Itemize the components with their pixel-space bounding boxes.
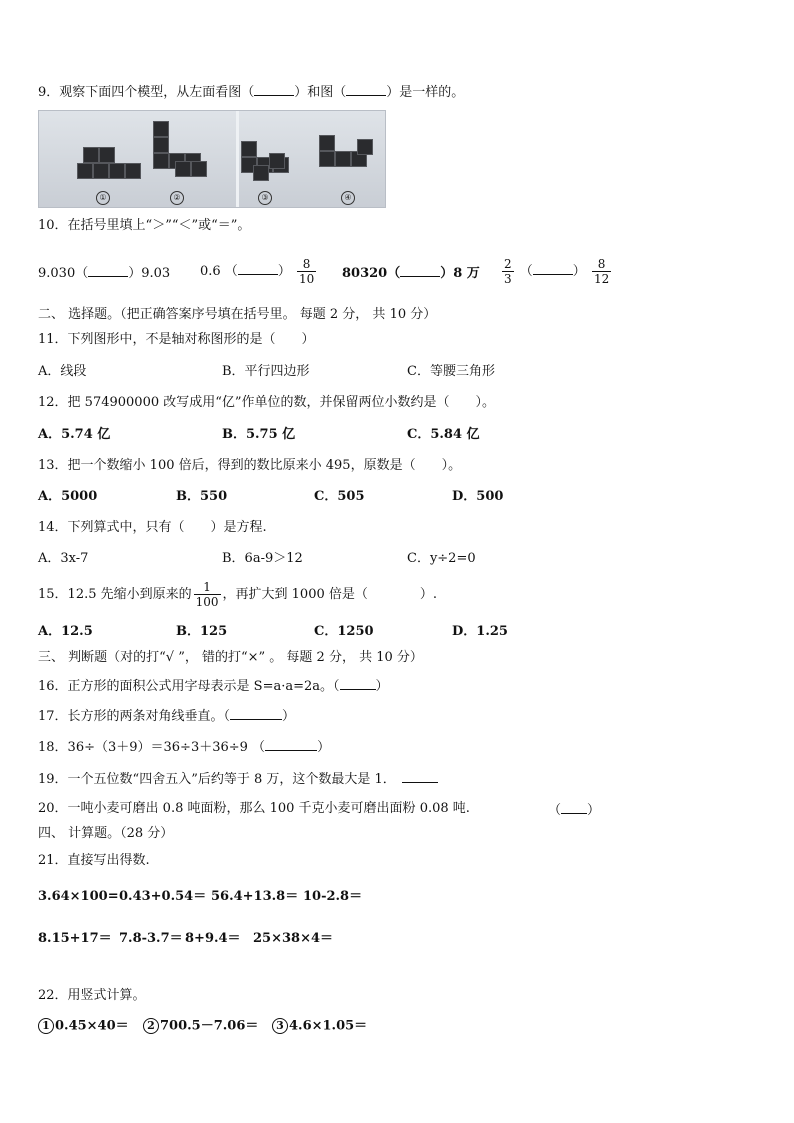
compare-blank[interactable] <box>533 262 573 275</box>
answer-blank[interactable] <box>254 83 294 96</box>
q21-expr: 56.4+13.8＝ <box>211 889 299 904</box>
figure-label-2: ② <box>170 191 184 205</box>
question-20-bracket: （ ） <box>548 803 601 818</box>
q10-item-3: 80320（ ）8 万 <box>342 266 480 281</box>
q10-item-2: 0.6 （ ） $\frac{8}{10}$ <box>200 257 315 286</box>
q13-option-c[interactable]: C．505 <box>314 489 365 504</box>
q21-expr: 8+9.4＝ <box>185 931 241 946</box>
q21-expr: 25×38×4＝ <box>253 931 334 946</box>
figure-label-1: ① <box>96 191 110 205</box>
question-13-stem: 13．把一个数缩小 100 倍后，得到的数比原来小 495，原数是（ ）。 <box>38 458 462 473</box>
figure-label-3: ③ <box>258 191 272 205</box>
q11-option-c[interactable]: C．等腰三角形 <box>407 364 495 379</box>
q13-option-d[interactable]: D．500 <box>452 489 504 504</box>
q11-option-b[interactable]: B．平行四边形 <box>222 364 310 379</box>
q21-expr: 10-2.8＝ <box>303 889 363 904</box>
judge-blank[interactable] <box>561 801 587 814</box>
q14-option-c[interactable]: C．y÷2=0 <box>407 551 476 566</box>
question-22-stem: 22．用竖式计算。 <box>38 988 146 1003</box>
q15-option-d[interactable]: D．1.25 <box>452 624 508 639</box>
circled-number: 3 <box>272 1018 288 1034</box>
section-4-title: 四、 计算题。（28 分） <box>38 826 174 841</box>
question-20: 20．一吨小麦可磨出 0.8 吨面粉，那么 100 千克小麦可磨出面粉 0.08 吨. <box>38 801 470 816</box>
q21-expr: 8.15+17＝ <box>38 931 112 946</box>
question-17: 17．长方形的两条对角线垂直。（ ） <box>38 709 296 724</box>
compare-blank[interactable] <box>238 262 278 275</box>
fraction: $\frac{8}{10}$ <box>298 257 315 286</box>
judge-blank[interactable] <box>340 677 376 690</box>
q15-option-c[interactable]: C．1250 <box>314 624 374 639</box>
question-10-stem: 10．在括号里填上“＞”“＜”或“＝”。 <box>38 218 251 233</box>
question-18: 18．36÷（3＋9）＝36÷3＋36÷9 （ ） <box>38 740 331 755</box>
fraction: $\frac{1}{100}$ <box>195 580 219 609</box>
q15-option-b[interactable]: B．125 <box>176 624 228 639</box>
q12-option-c[interactable]: C．5.84 亿 <box>407 427 480 442</box>
circled-number: 2 <box>143 1018 159 1034</box>
q21-expr: 0.43+0.54＝ <box>119 889 207 904</box>
judge-blank[interactable] <box>230 707 282 720</box>
q14-option-b[interactable]: B．6a-9＞12 <box>222 551 303 566</box>
q22-item-3: 3 4.6×1.05＝ <box>272 1018 367 1035</box>
q22-item-1: 1 0.45×40＝ <box>38 1018 129 1035</box>
q15-option-a[interactable]: A．12.5 <box>38 624 93 639</box>
question-21-stem: 21．直接写出得数. <box>38 853 150 868</box>
circled-number: 1 <box>38 1018 54 1034</box>
answer-blank[interactable] <box>402 770 438 783</box>
q11-option-a[interactable]: A．线段 <box>38 364 87 379</box>
q12-option-b[interactable]: B．5.75 亿 <box>222 427 296 442</box>
question-9: 9．观察下面四个模型，从左面看图（ ）和图（ ）是一样的。 <box>38 85 465 100</box>
section-2-title: 二、 选择题。（把正确答案序号填在括号里。 每题 2 分， 共 10 分） <box>38 307 437 322</box>
q10-item-1: 9.030（ ）9.03 <box>38 266 171 281</box>
q13-option-a[interactable]: A．5000 <box>38 489 98 504</box>
question-11-stem: 11．下列图形中，不是轴对称图形的是（ ） <box>38 332 315 347</box>
q14-option-a[interactable]: A．3x-7 <box>38 551 89 566</box>
q12-option-a[interactable]: A．5.74 亿 <box>38 427 111 442</box>
section-3-title: 三、 判断题（对的打“√ ”， 错的打“×” 。 每题 2 分， 共 10 分） <box>38 650 423 665</box>
compare-blank[interactable] <box>88 264 128 277</box>
question-19: 19．一个五位数“四舍五入”后约等于 8 万，这个数最大是 1． <box>38 770 438 788</box>
fraction: $\frac{2}{3}$ <box>504 257 512 286</box>
answer-blank[interactable] <box>346 83 386 96</box>
q13-option-b[interactable]: B．550 <box>176 489 228 504</box>
q10-item-4: $\frac{2}{3}$ （ ） $\frac{8}{12}$ <box>504 257 610 286</box>
question-14-stem: 14．下列算式中，只有（ ）是方程. <box>38 520 267 535</box>
question-15-stem: 15．12.5 先缩小到原来的 $\frac{1}{100}$ ，再扩大到 1000 倍是（ ）. <box>38 580 438 609</box>
question-16: 16．正方形的面积公式用字母表示是 S=a·a=2a。（ ） <box>38 679 389 694</box>
question-12-stem: 12．把 574900000 改写成用“亿”作单位的数，并保留两位小数约是（ ）。 <box>38 395 496 410</box>
cube-models-figure <box>38 110 386 208</box>
judge-blank[interactable] <box>265 738 317 751</box>
q22-item-2: 2 700.5－7.06＝ <box>143 1018 258 1035</box>
q21-expr: 7.8-3.7＝ <box>119 931 183 946</box>
compare-blank[interactable] <box>400 264 440 277</box>
figure-label-4: ④ <box>341 191 355 205</box>
q21-expr: 3.64×100= <box>38 889 119 904</box>
fraction: $\frac{8}{12}$ <box>593 257 610 286</box>
